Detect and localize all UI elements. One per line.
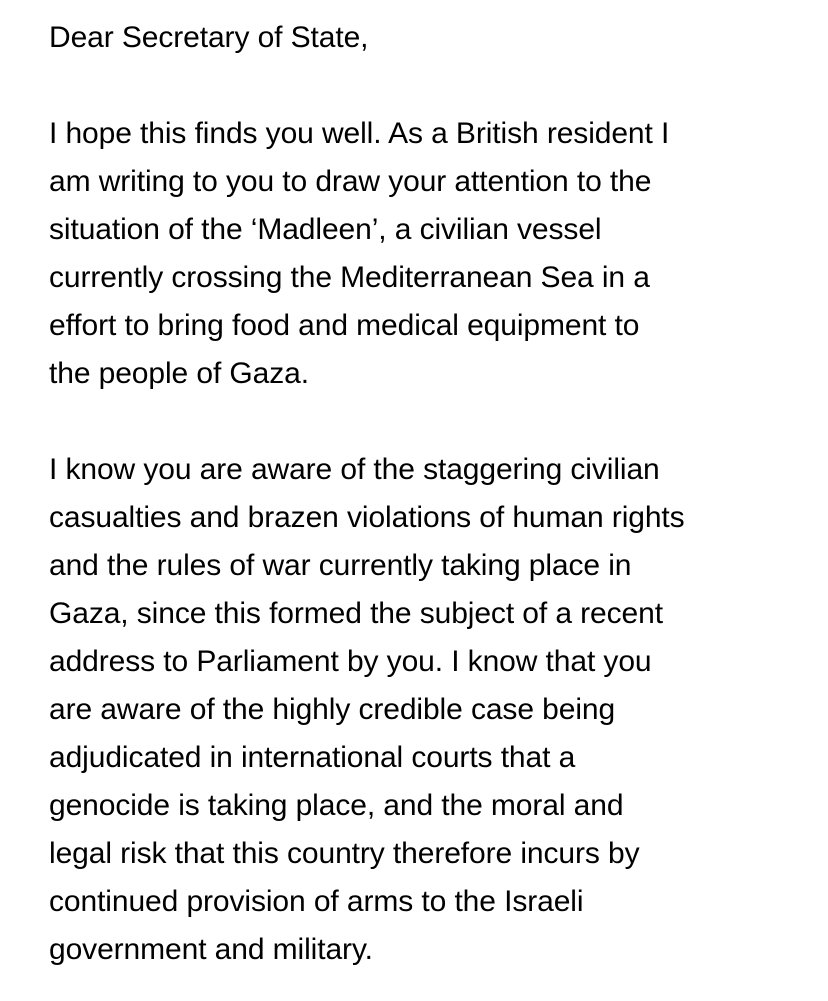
paragraph-2-line: adjudicated in international courts that a — [49, 741, 576, 774]
paragraph-2-line: Gaza, since this formed the subject of a recent — [49, 597, 663, 630]
paragraph-2-line: continued provision of arms to the Israeli — [49, 885, 584, 918]
paragraph-1-line: effort to bring food and medical equipment to — [49, 309, 640, 342]
paragraph-1-line: the people of Gaza. — [49, 357, 309, 390]
paragraph-2-line: government and military. — [49, 933, 373, 966]
paragraph-2-line: genocide is taking place, and the moral and — [49, 789, 624, 822]
paragraph-gap — [49, 62, 808, 110]
salutation: Dear Secretary of State, — [49, 21, 369, 54]
paragraph-2 — [49, 446, 808, 974]
paragraph-gap — [49, 398, 808, 446]
paragraph-2-line: and the rules of war currently taking place in — [49, 549, 632, 582]
paragraph-1 — [49, 110, 808, 398]
paragraph-2-line: I know you are aware of the staggering civilian — [49, 453, 660, 486]
paragraph-1-line: I hope this finds you well. As a British resident I — [49, 117, 670, 150]
paragraph-1-line: situation of the ‘Madleen’, a civilian vessel — [49, 213, 602, 246]
paragraph-2-line: legal risk that this country therefore incurs by — [49, 837, 640, 870]
paragraph-1-line: am writing to you to draw your attention to the — [49, 165, 652, 198]
paragraph-1-line: currently crossing the Mediterranean Sea in a — [49, 261, 650, 294]
paragraph-2-line: are aware of the highly credible case being — [49, 693, 616, 726]
paragraph-2-line: address to Parliament by you. I know that you — [49, 645, 652, 678]
paragraph-2-line: casualties and brazen violations of human rights — [49, 501, 685, 534]
